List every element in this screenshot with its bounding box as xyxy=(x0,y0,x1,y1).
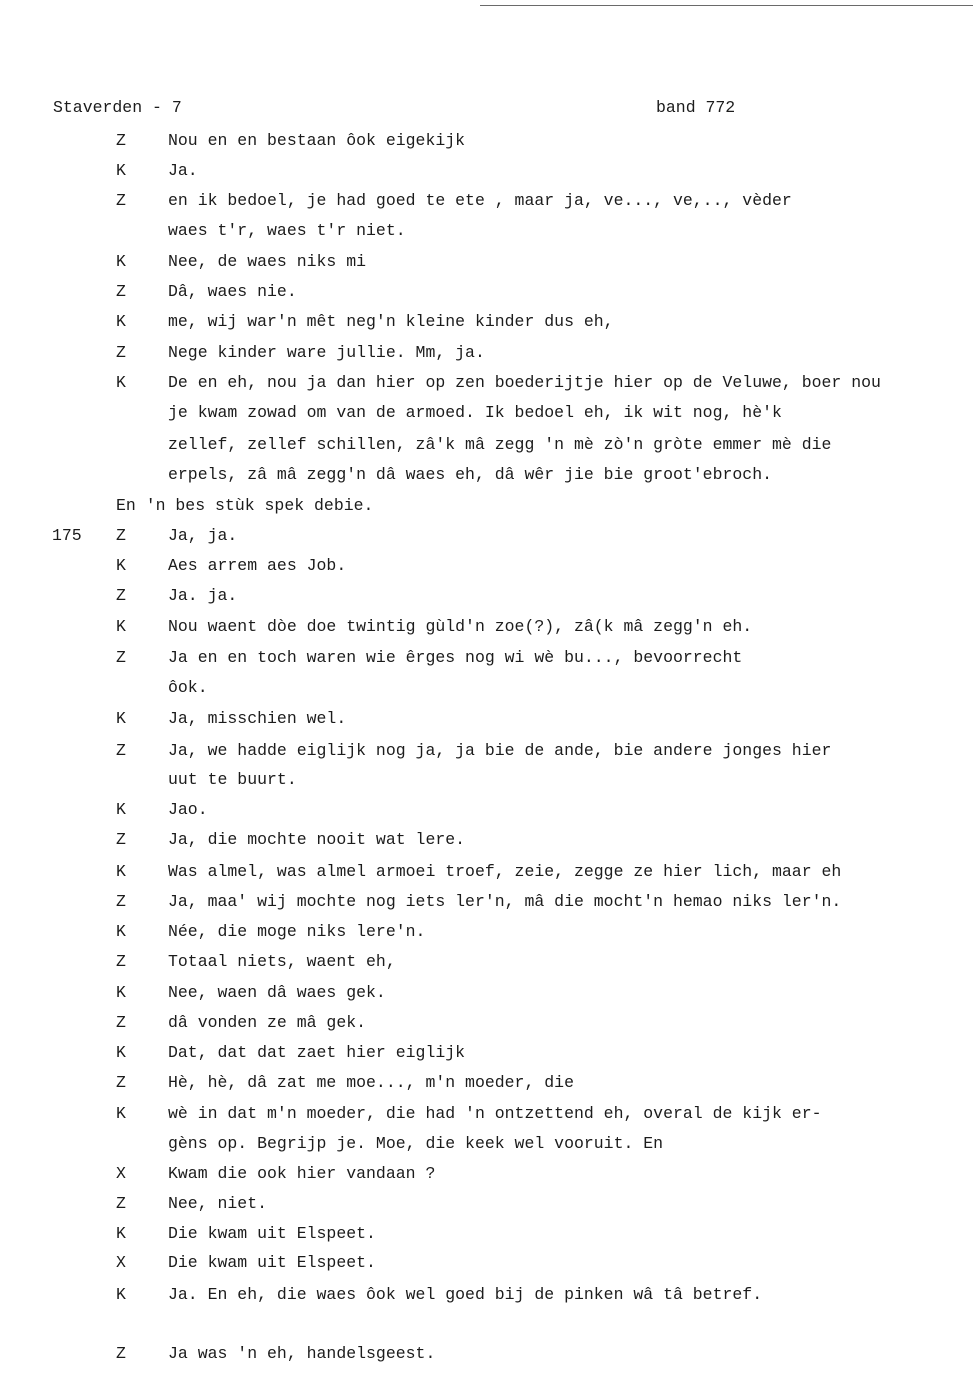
utterance-text: Nee, de waes niks mi xyxy=(168,252,367,271)
transcript-line xyxy=(0,1163,973,1185)
utterance-text: Nee, niet. xyxy=(168,1194,268,1213)
transcript-line xyxy=(0,1252,973,1274)
utterance-text: Was almel, was almel armoei troef, zeie, zegge ze hier lich, maar eh xyxy=(168,862,842,881)
utterance-text: Die kwam uit Elspeet. xyxy=(168,1224,376,1243)
utterance-text: Ja. xyxy=(168,161,198,180)
speaker-label: K xyxy=(116,709,126,728)
transcript-line xyxy=(0,1193,973,1215)
transcript-line xyxy=(0,1072,973,1094)
transcript-line xyxy=(0,1133,973,1155)
utterance-text: En 'n bes stùk spek debie. xyxy=(116,496,374,515)
speaker-label: Z xyxy=(116,1013,126,1032)
transcript-line xyxy=(0,677,973,699)
utterance-text: Totaal niets, waent eh, xyxy=(168,952,396,971)
utterance-text: Hè, hè, dâ zat me moe..., m'n moeder, die xyxy=(168,1073,574,1092)
transcript-line xyxy=(0,829,973,851)
transcript-line xyxy=(0,434,973,456)
utterance-text: waes t'r, waes t'r niet. xyxy=(168,221,406,240)
utterance-text: Ja, we hadde eiglijk nog ja, ja bie de ande, bie andere jonges hier xyxy=(168,741,832,760)
speaker-label: K xyxy=(116,1285,126,1304)
utterance-text: Ja, misschien wel. xyxy=(168,709,347,728)
speaker-label: Z xyxy=(116,892,126,911)
transcript-line xyxy=(0,525,973,547)
utterance-text: dâ vonden ze mâ gek. xyxy=(168,1013,367,1032)
utterance-text: me, wij war'n mêt neg'n kleine kinder dus eh, xyxy=(168,312,614,331)
transcript-line xyxy=(0,616,973,638)
speaker-label: K xyxy=(116,161,126,180)
transcript-line xyxy=(0,891,973,913)
transcript-line xyxy=(0,921,973,943)
utterance-text: Ja was 'n eh, handelsgeest. xyxy=(168,1344,436,1363)
speaker-label: K xyxy=(116,800,126,819)
transcript-line xyxy=(0,861,973,883)
transcript-line xyxy=(0,799,973,821)
transcript-line xyxy=(0,1103,973,1125)
transcript-line xyxy=(0,251,973,273)
transcript-line xyxy=(0,281,973,303)
header-title: Staverden - 7 xyxy=(53,98,182,117)
utterance-text: uut te buurt. xyxy=(168,770,297,789)
transcript-line xyxy=(0,585,973,607)
utterance-text: Ja en en toch waren wie êrges nog wi wè bu..., bevoorrecht xyxy=(168,648,743,667)
utterance-text: Ja, die mochte nooit wat lere. xyxy=(168,830,466,849)
speaker-label: K xyxy=(116,556,126,575)
top-rule xyxy=(480,5,973,6)
speaker-label: Z xyxy=(116,131,126,150)
transcript-line xyxy=(0,555,973,577)
utterance-text: De en eh, nou ja dan hier op zen boederijtje hier op de Veluwe, boer nou xyxy=(168,373,881,392)
utterance-text: ôok. xyxy=(168,678,208,697)
speaker-label: Z xyxy=(116,830,126,849)
speaker-label: K xyxy=(116,922,126,941)
utterance-text: Aes arrem aes Job. xyxy=(168,556,347,575)
transcript-line xyxy=(0,342,973,364)
utterance-text: Ja, maa' wij mochte nog iets ler'n, mâ die mocht'n hemao niks ler'n. xyxy=(168,892,842,911)
header-band: band 772 xyxy=(656,98,736,117)
utterance-text: je kwam zowad om van de armoed. Ik bedoel eh, ik wit nog, hè'k xyxy=(168,403,782,422)
speaker-label: Z xyxy=(116,741,126,760)
utterance-text: gèns op. Begrijp je. Moe, die keek wel vooruit. En xyxy=(168,1134,664,1153)
utterance-text: Ja. ja. xyxy=(168,586,238,605)
transcript-line xyxy=(0,130,973,152)
transcript-line xyxy=(0,1343,973,1365)
utterance-text: Die kwam uit Elspeet. xyxy=(168,1253,376,1272)
speaker-label: Z xyxy=(116,1073,126,1092)
speaker-label: K xyxy=(116,1104,126,1123)
utterance-text: zellef, zellef schillen, zâ'k mâ zegg 'n mè zò'n gròte emmer mè die xyxy=(168,435,832,454)
speaker-label: K xyxy=(116,617,126,636)
transcript-line xyxy=(0,740,973,762)
speaker-label: Z xyxy=(116,1344,126,1363)
transcript-line xyxy=(0,982,973,1004)
transcript-line xyxy=(0,1284,973,1306)
utterance-text: Jao. xyxy=(168,800,208,819)
speaker-label: Z xyxy=(116,586,126,605)
speaker-label: K xyxy=(116,312,126,331)
transcript-line xyxy=(0,708,973,730)
speaker-label: K xyxy=(116,983,126,1002)
transcript-line xyxy=(0,190,973,212)
transcript-line xyxy=(0,769,973,791)
speaker-label: Z xyxy=(116,952,126,971)
speaker-label: Z xyxy=(116,1194,126,1213)
transcript-line xyxy=(0,160,973,182)
utterance-text: Nou en en bestaan ôok eigekijk xyxy=(168,131,466,150)
speaker-label: K xyxy=(116,862,126,881)
speaker-label: Z xyxy=(116,282,126,301)
utterance-text: wè in dat m'n moeder, die had 'n ontzettend eh, overal de kijk er- xyxy=(168,1104,822,1123)
speaker-label: K xyxy=(116,1224,126,1243)
speaker-label: K xyxy=(116,252,126,271)
speaker-label: Z xyxy=(116,526,126,545)
utterance-text: Ja, ja. xyxy=(168,526,238,545)
transcript-line xyxy=(0,372,973,394)
speaker-label: Z xyxy=(116,343,126,362)
speaker-label: X xyxy=(116,1253,126,1272)
transcript-line xyxy=(0,951,973,973)
utterance-text: Nege kinder ware jullie. Mm, ja. xyxy=(168,343,485,362)
utterance-text: en ik bedoel, je had goed te ete , maar ja, ve..., ve,.., vèder xyxy=(168,191,792,210)
transcript-line xyxy=(0,464,973,486)
transcript-line xyxy=(0,1042,973,1064)
utterance-text: Ja. En eh, die waes ôok wel goed bij de pinken wâ tâ betref. xyxy=(168,1285,763,1304)
utterance-text: Nee, waen dâ waes gek. xyxy=(168,983,386,1002)
utterance-text: Nou waent dòe doe twintig gùld'n zoe(?), zâ(k mâ zegg'n eh. xyxy=(168,617,753,636)
transcript-line xyxy=(0,402,973,424)
speaker-label: K xyxy=(116,373,126,392)
speaker-label: K xyxy=(116,1043,126,1062)
transcript-line xyxy=(0,495,973,517)
utterance-text: Kwam die ook hier vandaan ? xyxy=(168,1164,436,1183)
utterance-text: Dat, dat dat zaet hier eiglijk xyxy=(168,1043,466,1062)
speaker-label: X xyxy=(116,1164,126,1183)
transcript-line xyxy=(0,1012,973,1034)
speaker-label: Z xyxy=(116,648,126,667)
transcript-line xyxy=(0,1223,973,1245)
utterance-text: erpels, zâ mâ zegg'n dâ waes eh, dâ wêr jie bie groot'ebroch. xyxy=(168,465,772,484)
utterance-text: Dâ, waes nie. xyxy=(168,282,297,301)
transcript-line xyxy=(0,311,973,333)
utterance-text: Née, die moge niks lere'n. xyxy=(168,922,426,941)
line-number: 175 xyxy=(52,526,82,545)
transcript-line xyxy=(0,220,973,242)
transcript-line xyxy=(0,647,973,669)
speaker-label: Z xyxy=(116,191,126,210)
